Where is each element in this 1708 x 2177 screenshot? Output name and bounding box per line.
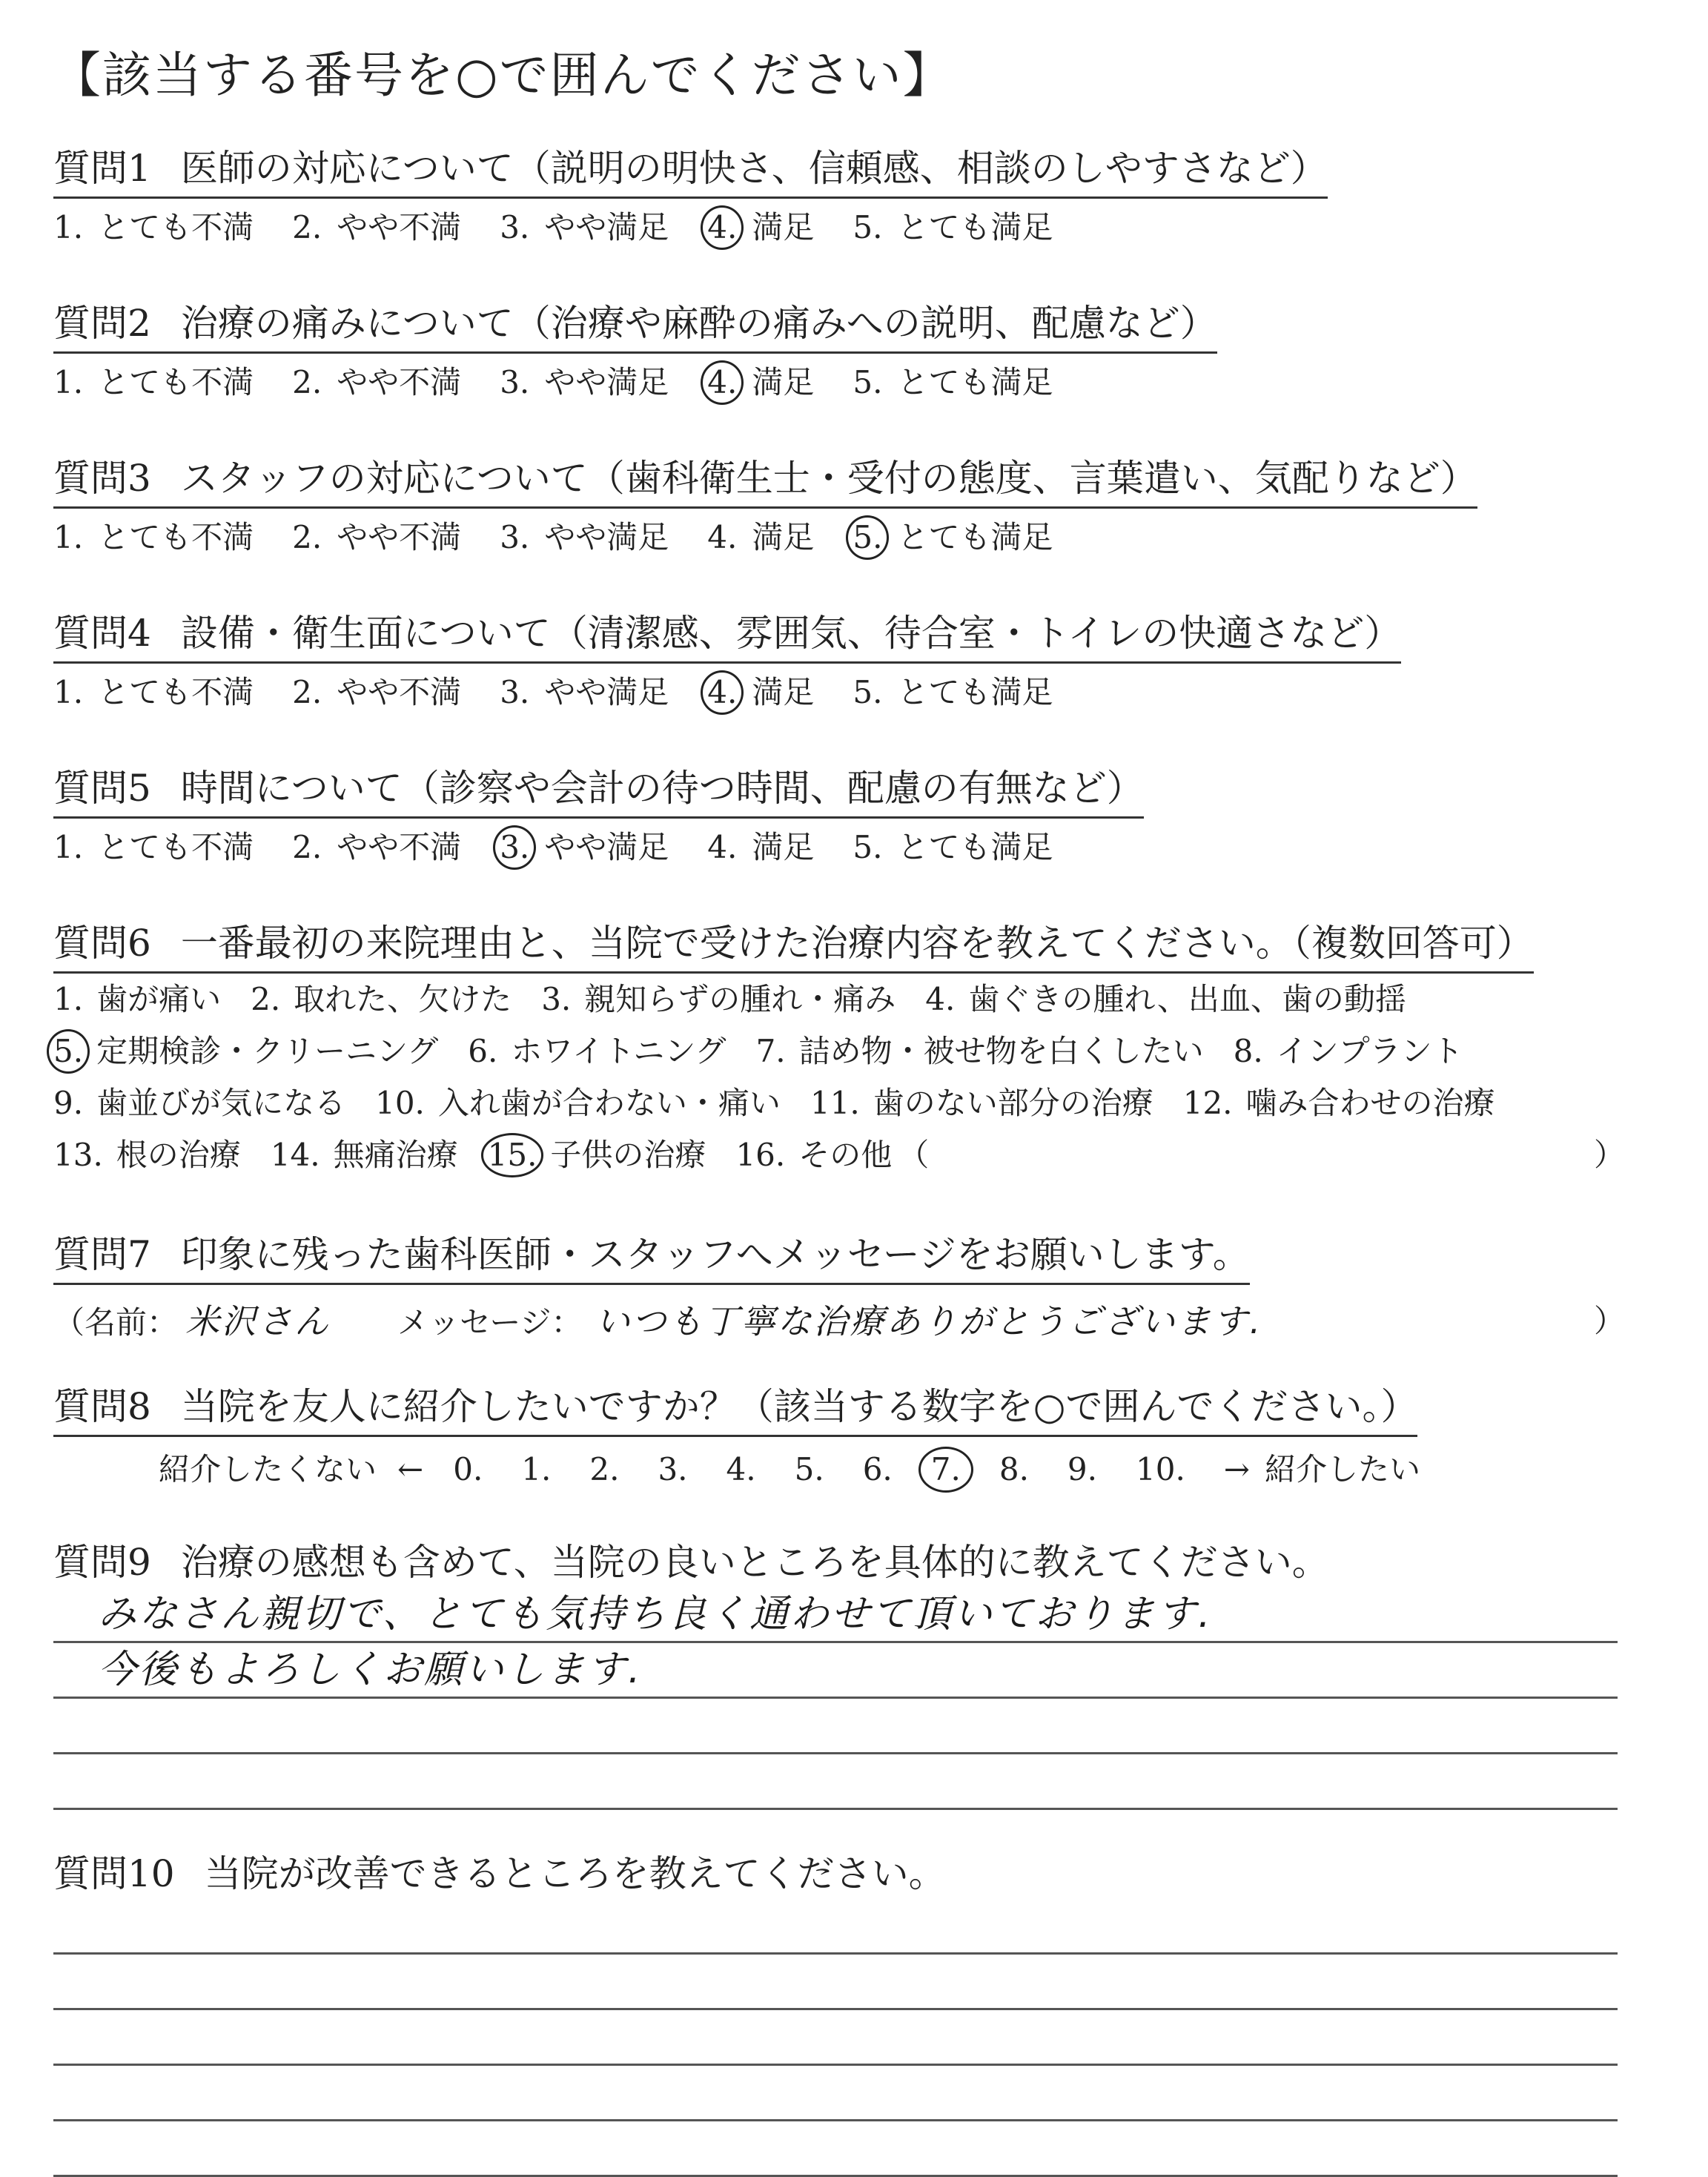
- question-text: 治療の痛みについて（治療や麻酔の痛みへの説明、配慮など）: [180, 302, 1217, 345]
- treatment-choice[interactable]: [53, 1025, 438, 1077]
- rating-choice[interactable]: [292, 825, 461, 871]
- choice-label: とても不満: [98, 519, 254, 555]
- choice-label: とても満足: [897, 829, 1053, 865]
- choice-number: 1.: [53, 829, 84, 865]
- scale-right-label: 紹介したい: [1265, 1451, 1421, 1487]
- choice-number: 4.: [925, 981, 956, 1017]
- question-text: 治療の感想も含めて、当院の良いところを具体的に教えてください。: [180, 1541, 1329, 1584]
- rating-choice[interactable]: [500, 360, 669, 406]
- scale-number[interactable]: 9.: [1067, 1451, 1097, 1487]
- question-number: 質問7: [53, 1233, 151, 1276]
- choice-label: とても満足: [897, 519, 1053, 555]
- choice-label: 取れた、欠けた: [294, 981, 512, 1017]
- choice-number: 3.: [541, 981, 572, 1017]
- choice-number: 1.: [53, 364, 84, 400]
- choice-label: その他: [798, 1137, 893, 1173]
- treatment-choice[interactable]: [488, 1129, 706, 1181]
- choice-label: やや満足: [544, 209, 669, 245]
- question-4: [53, 610, 1647, 716]
- scale-left-label: 紹介したくない: [159, 1451, 377, 1487]
- rating-choice[interactable]: [853, 360, 1053, 406]
- rating-choices: [53, 205, 1647, 251]
- choice-number: 2.: [292, 829, 322, 865]
- rating-choice[interactable]: [853, 825, 1053, 871]
- choice-label: 満足: [752, 674, 815, 710]
- choice-number: 5.: [853, 364, 883, 400]
- scale-number[interactable]: 8.: [999, 1451, 1029, 1487]
- question-6: [53, 919, 1647, 1181]
- scale-number[interactable]: 2.: [589, 1451, 620, 1487]
- treatment-choice[interactable]: [1183, 1077, 1495, 1129]
- choice-label: とても満足: [897, 209, 1053, 245]
- treatment-choice[interactable]: [53, 1129, 241, 1181]
- treatment-choice[interactable]: [468, 1025, 726, 1077]
- question-heading: [53, 610, 1401, 664]
- name-label: （名前：: [53, 1304, 179, 1341]
- choice-number: 9.: [53, 1085, 84, 1121]
- scale-number[interactable]: 6.: [862, 1451, 893, 1487]
- question-text: スタッフの対応について（歯科衛生士・受付の態度、言葉遣い、気配りなど）: [180, 457, 1477, 500]
- choice-number: 4.: [701, 670, 744, 715]
- choice-label: とても不満: [98, 364, 254, 400]
- choice-number: 2.: [292, 209, 322, 245]
- question-number: 質問3: [53, 457, 151, 500]
- scale-number[interactable]: 3.: [658, 1451, 688, 1487]
- choice-label: とても不満: [98, 209, 254, 245]
- left-arrow-icon: ←: [397, 1451, 424, 1487]
- question-number: 質問5: [53, 767, 151, 810]
- choice-label: インプラント: [1276, 1033, 1463, 1069]
- scale-number[interactable]: 1.: [521, 1451, 552, 1487]
- choice-number: 4.: [707, 829, 738, 865]
- question-text: 当院が改善できるところを教えてください。: [204, 1852, 946, 1895]
- answer-line[interactable]: [53, 1699, 1618, 1754]
- question-number: 質問10: [53, 1852, 175, 1895]
- question-10: [53, 1850, 1647, 2177]
- rating-choice[interactable]: [292, 360, 461, 406]
- choice-number: 2.: [292, 674, 322, 710]
- rating-choice[interactable]: [292, 205, 461, 251]
- question-number: 質問1: [53, 147, 151, 190]
- choice-number: 10.: [375, 1085, 425, 1121]
- rating-choice[interactable]: [53, 515, 254, 561]
- rating-choice[interactable]: [500, 670, 669, 716]
- question-heading: [53, 145, 1328, 199]
- rating-choice[interactable]: [707, 205, 814, 251]
- message-value[interactable]: いつも丁寧な治療ありがとうございます.: [595, 1301, 1263, 1341]
- rating-choices: [53, 825, 1647, 871]
- answer-line[interactable]: [53, 1643, 1618, 1699]
- scale-number[interactable]: 5.: [794, 1451, 824, 1487]
- choice-number: 2.: [251, 981, 281, 1017]
- choice-label: 親知らずの腫れ・痛み: [584, 981, 896, 1017]
- choice-number: 6.: [468, 1033, 498, 1069]
- choice-label: とても不満: [98, 674, 254, 710]
- close-paren: ）: [1593, 1303, 1625, 1339]
- choice-row: [53, 974, 1647, 1025]
- answer-line[interactable]: [53, 1754, 1618, 1810]
- question-heading: [53, 1383, 1417, 1437]
- choice-number: 1.: [53, 981, 84, 1017]
- treatment-choice[interactable]: [271, 1129, 458, 1181]
- choice-label: やや不満: [337, 209, 462, 245]
- choice-number: 15.: [481, 1133, 544, 1177]
- right-arrow-icon: →: [1223, 1451, 1250, 1487]
- question-heading: [53, 300, 1217, 354]
- choice-label: やや不満: [337, 829, 462, 865]
- rating-choice[interactable]: [707, 515, 814, 561]
- choice-number: 4.: [701, 360, 744, 405]
- answer-line[interactable]: [53, 2010, 1618, 2066]
- choice-number: 13.: [53, 1137, 103, 1173]
- treatment-choices: [53, 974, 1647, 1181]
- choice-number: 3.: [500, 364, 530, 400]
- rating-choice[interactable]: [853, 670, 1053, 716]
- choice-number: 2.: [292, 364, 322, 400]
- question-7: [53, 1231, 1647, 1347]
- choice-label: やや不満: [337, 674, 462, 710]
- rating-choice[interactable]: [707, 825, 814, 871]
- treatment-choice[interactable]: [925, 974, 1406, 1025]
- choice-number: 3.: [500, 519, 530, 555]
- answer-line[interactable]: [53, 1588, 1618, 1643]
- choice-label: とても不満: [98, 829, 254, 865]
- choice-label: やや不満: [337, 519, 462, 555]
- choice-label: 歯が痛い: [96, 981, 222, 1017]
- rating-choice[interactable]: [707, 670, 814, 716]
- answer-line[interactable]: [53, 2121, 1618, 2177]
- choice-label: 満足: [752, 209, 815, 245]
- question-text: 時間について（診察や会計の待つ時間、配慮の有無など）: [180, 767, 1144, 810]
- question-2: [53, 300, 1647, 406]
- question-text: 医師の対応について（説明の明快さ、信頼感、相談のしやすさなど）: [180, 147, 1328, 190]
- question-text: 一番最初の来院理由と、当院で受けた治療内容を教えてください。（複数回答可）: [180, 922, 1534, 965]
- choice-number: 1.: [53, 519, 84, 555]
- choice-label: とても満足: [897, 674, 1053, 710]
- treatment-choice[interactable]: [53, 1077, 345, 1129]
- choice-number: 7.: [755, 1033, 786, 1069]
- treatment-choice[interactable]: [810, 1077, 1153, 1129]
- scale-number[interactable]: 0.: [453, 1451, 483, 1487]
- rating-choice[interactable]: [292, 670, 461, 716]
- treatment-choice[interactable]: [735, 1129, 929, 1181]
- scale-number[interactable]: 4.: [726, 1451, 756, 1487]
- choice-label: やや満足: [544, 364, 669, 400]
- question-heading: [53, 455, 1477, 509]
- rating-choice[interactable]: [707, 360, 814, 406]
- scale-number[interactable]: 10.: [1136, 1451, 1185, 1487]
- choice-row: [53, 1025, 1647, 1077]
- rating-choice[interactable]: [853, 515, 1053, 561]
- choice-label: 満足: [752, 829, 815, 865]
- page-title: 【該当する番号を○で囲んでください】: [52, 47, 953, 104]
- choice-label: とても満足: [897, 364, 1053, 400]
- treatment-choice[interactable]: [756, 1025, 1204, 1077]
- question-heading: [53, 1850, 946, 1902]
- handwritten-answer: 今後もよろしくお願いします.: [98, 1648, 643, 1692]
- rating-choice[interactable]: [292, 515, 461, 561]
- question-9: [53, 1539, 1647, 1810]
- choice-label: 定期検診・クリーニング: [96, 1033, 439, 1069]
- answer-line[interactable]: [53, 2066, 1618, 2121]
- choice-number: 3.: [500, 209, 530, 245]
- question-number: 質問6: [53, 922, 151, 965]
- choice-number: 12.: [1182, 1085, 1233, 1121]
- choice-label: 噛み合わせの治療: [1245, 1085, 1495, 1121]
- choice-label: 詰め物・被せ物を白くしたい: [798, 1033, 1204, 1069]
- choice-number: 5.: [47, 1029, 90, 1074]
- other-close-paren: ）: [1593, 1137, 1625, 1173]
- choice-number: 5.: [846, 515, 889, 560]
- question-heading: [53, 1231, 1250, 1285]
- choice-row: [53, 1129, 1647, 1181]
- choice-label: やや不満: [337, 364, 462, 400]
- choice-label: 歯ぐきの腫れ、出血、歯の動揺: [968, 981, 1406, 1017]
- question-number: 質問4: [53, 612, 151, 655]
- treatment-choice[interactable]: [251, 974, 512, 1025]
- treatment-choice[interactable]: [375, 1077, 781, 1129]
- rating-choice[interactable]: [53, 205, 254, 251]
- choice-number: 3.: [500, 674, 530, 710]
- choice-label: 根の治療: [116, 1137, 241, 1173]
- question-number: 質問2: [53, 302, 151, 345]
- question-number: 質問8: [53, 1385, 151, 1428]
- choice-number: 4.: [707, 519, 738, 555]
- choice-number: 4.: [701, 205, 744, 250]
- handwritten-answer: みなさん親切で、とても気持ち良く通わせて頂いております.: [98, 1592, 1213, 1636]
- choice-number: 14.: [270, 1137, 320, 1173]
- choice-label: やや満足: [544, 674, 669, 710]
- choice-label: 無痛治療: [333, 1137, 458, 1173]
- question-text: 当院を友人に紹介したいですか？（該当する数字を○で囲んでください。）: [180, 1385, 1418, 1428]
- rating-choice[interactable]: [53, 825, 254, 871]
- message-label: メッセージ：: [397, 1304, 583, 1341]
- choice-number: 5.: [853, 829, 883, 865]
- question-text: 設備・衛生面について（清潔感、雰囲気、待合室・トイレの快適さなど）: [180, 612, 1402, 655]
- question-text: 印象に残った歯科医師・スタッフへメッセージをお願いします。: [180, 1233, 1250, 1276]
- question-heading: [53, 919, 1534, 974]
- question-3: [53, 455, 1647, 561]
- choice-label: やや満足: [544, 519, 669, 555]
- rating-choice[interactable]: [853, 205, 1053, 251]
- message-line: [53, 1295, 1647, 1347]
- choice-row: [53, 1077, 1647, 1129]
- rating-choice[interactable]: [53, 670, 254, 716]
- rating-choice[interactable]: [500, 825, 669, 871]
- answer-lines: [53, 1899, 1618, 2177]
- scale-number[interactable]: 7.: [918, 1447, 973, 1493]
- rating-choices: [53, 515, 1647, 561]
- scale-numbers: [453, 1451, 1224, 1487]
- treatment-choice[interactable]: [541, 974, 896, 1025]
- name-value[interactable]: 米沢さん: [185, 1301, 331, 1341]
- choice-number: 2.: [292, 519, 322, 555]
- choice-label: ホワイトニング: [511, 1033, 726, 1069]
- question-1: [53, 145, 1647, 251]
- choice-label: 入れ歯が合わない・痛い: [437, 1085, 781, 1121]
- choice-number: 1.: [53, 674, 84, 710]
- question-number: 質問9: [53, 1541, 151, 1584]
- treatment-choice[interactable]: [53, 974, 221, 1025]
- question-heading: [53, 764, 1144, 819]
- answer-line[interactable]: [53, 1955, 1618, 2010]
- rating-choice[interactable]: [500, 515, 669, 561]
- choice-label: 満足: [752, 364, 815, 400]
- recommend-scale: [159, 1446, 1647, 1493]
- rating-choice[interactable]: [500, 205, 669, 251]
- choice-number: 5.: [853, 674, 883, 710]
- answer-line[interactable]: [53, 1899, 1618, 1955]
- choice-number: 16.: [735, 1137, 786, 1173]
- other-open-paren: （: [898, 1137, 930, 1173]
- question-5: [53, 764, 1647, 871]
- treatment-choice[interactable]: [1234, 1025, 1463, 1077]
- choice-label: 歯のない部分の治療: [873, 1085, 1153, 1121]
- choice-label: 子供の治療: [550, 1137, 706, 1173]
- choice-label: やや満足: [544, 829, 669, 865]
- choice-label: 満足: [752, 519, 815, 555]
- rating-choices: [53, 360, 1647, 406]
- question-8: [53, 1383, 1647, 1493]
- rating-choices: [53, 670, 1647, 716]
- answer-lines: [53, 1588, 1618, 1810]
- rating-choice[interactable]: [53, 360, 254, 406]
- choice-label: 歯並びが気になる: [96, 1085, 346, 1121]
- choice-number: 11.: [810, 1085, 860, 1121]
- choice-number: 3.: [493, 825, 536, 870]
- choice-number: 1.: [53, 209, 84, 245]
- choice-number: 5.: [853, 209, 883, 245]
- choice-number: 8.: [1233, 1033, 1263, 1069]
